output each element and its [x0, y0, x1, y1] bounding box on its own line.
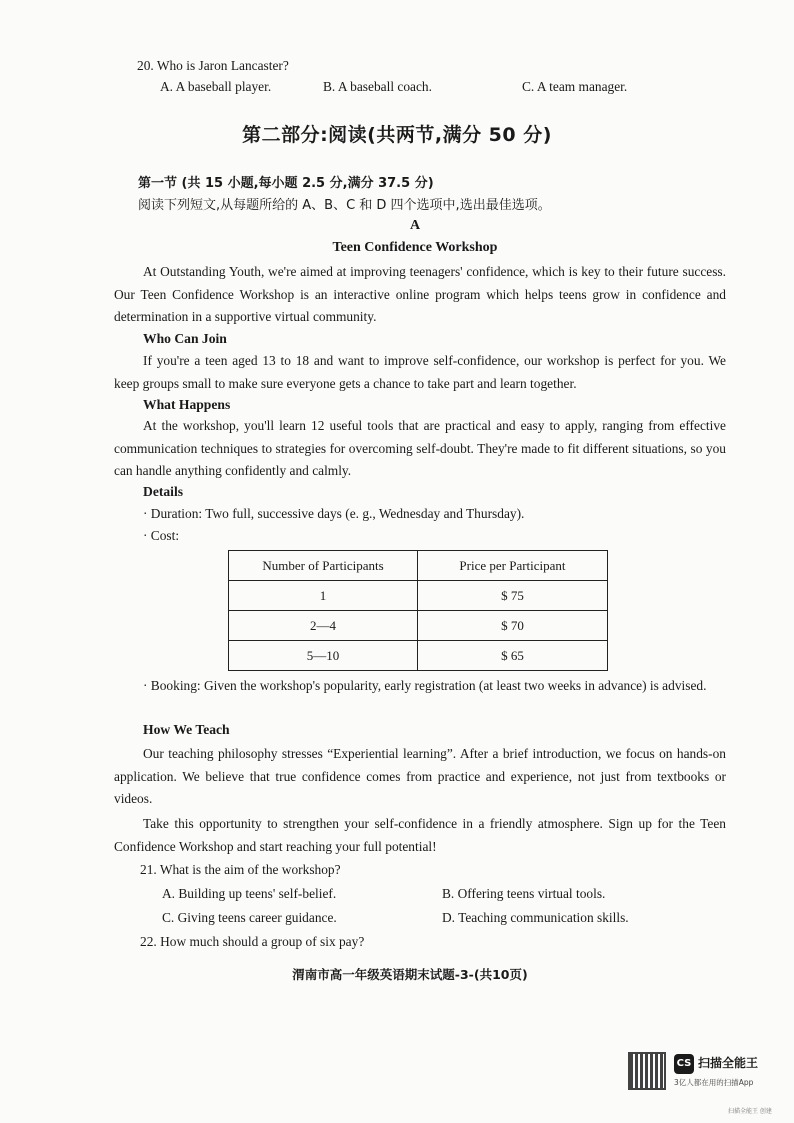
what-paragraph: At the workshop, you'll learn 12 useful tools that are practical and easy to apply, ranging from effective communication techniques to strategies for overcoming self-doubt. They're made to fit different situations, so you can handle anything confidently and calmly. [114, 418, 726, 478]
section-title: 第二部分:阅读(共两节,满分 50 分) [242, 124, 552, 146]
question-21-option-b: B. Offering teens virtual tools. [442, 886, 606, 901]
page-footer: 渭南市高一年级英语期末试题-3-(共10页) [292, 967, 528, 982]
table-header: Number of Participants [229, 551, 418, 581]
teach-heading: How We Teach [143, 722, 230, 737]
table-cell: 1 [229, 581, 418, 611]
question-20-option-b: B. A baseball coach. [323, 79, 432, 94]
instruction: 阅读下列短文,从每题所给的 A、B、C 和 D 四个选项中,选出最佳选项。 [138, 198, 551, 213]
passage-letter: A [409, 218, 421, 233]
what-heading: What Happens [143, 397, 231, 412]
table-cell: 5—10 [229, 641, 418, 671]
passage-title: Teen Confidence Workshop [332, 240, 498, 255]
question-21-option-a: A. Building up teens' self-belief. [162, 886, 337, 901]
details-heading: Details [143, 484, 184, 499]
intro-paragraph: At Outstanding Youth, we're aimed at improving teenagers' confidence, which is key to their future success. Our Teen Confidence Workshop is an interactive online program which helps teens grow in confidence and determination in a supportive virtual community. [114, 264, 726, 324]
corner-watermark: 扫描全能王 创建 [728, 1108, 772, 1115]
camscanner-logo-icon: CS [674, 1054, 694, 1074]
watermark-subtitle: 3亿人都在用的扫描App [674, 1078, 754, 1087]
question-21-option-d: D. Teaching communication skills. [442, 910, 629, 925]
closing-paragraph: Take this opportunity to strengthen your self-confidence in a friendly atmosphere. Sign up for the Teen Confidence Workshop and start reaching your full potential! [114, 816, 726, 854]
teach-paragraph: Our teaching philosophy stresses “Experiential learning”. After a brief introduction, we focus on hands-on application. We believe that true confidence comes from practice and experience, not just from textbooks or videos. [114, 746, 726, 806]
part-title: 第一节 (共 15 小题,每小题 2.5 分,满分 37.5 分) [138, 176, 434, 191]
table-cell: 2—4 [229, 611, 418, 641]
question-22-stem: 22. How much should a group of six pay? [140, 934, 365, 949]
table-header-row [229, 551, 608, 581]
question-20-stem: 20. Who is Jaron Lancaster? [137, 58, 289, 73]
who-heading: Who Can Join [143, 331, 227, 346]
question-21-option-c: C. Giving teens career guidance. [162, 910, 337, 925]
table-header: Price per Participant [418, 551, 608, 581]
table-row [229, 611, 608, 641]
scanner-watermark [628, 1052, 776, 1094]
question-21-stem: 21. What is the aim of the workshop? [140, 862, 341, 877]
cost-item: · Cost: [143, 528, 180, 543]
watermark-name: 扫描全能王 [698, 1056, 759, 1070]
who-paragraph: If you're a teen aged 13 to 18 and want to improve self-confidence, our workshop is perfect for you. We keep groups small to make sure everyone gets a chance to take part and learn together. [114, 353, 726, 391]
table-row [229, 581, 608, 611]
table-row [229, 641, 608, 671]
table-cell: $ 75 [418, 581, 608, 611]
price-table [228, 550, 608, 671]
question-20-option-c: C. A team manager. [522, 79, 628, 94]
duration-item: · Duration: Two full, successive days (e. g., Wednesday and Thursday). [143, 506, 525, 521]
qr-code-icon [628, 1052, 666, 1090]
question-20-option-a: A. A baseball player. [160, 79, 272, 94]
table-cell: $ 70 [418, 611, 608, 641]
booking-paragraph: · Booking: Given the workshop's popularity, early registration (at least two weeks in advance) is advised. [143, 678, 707, 693]
table-cell: $ 65 [418, 641, 608, 671]
